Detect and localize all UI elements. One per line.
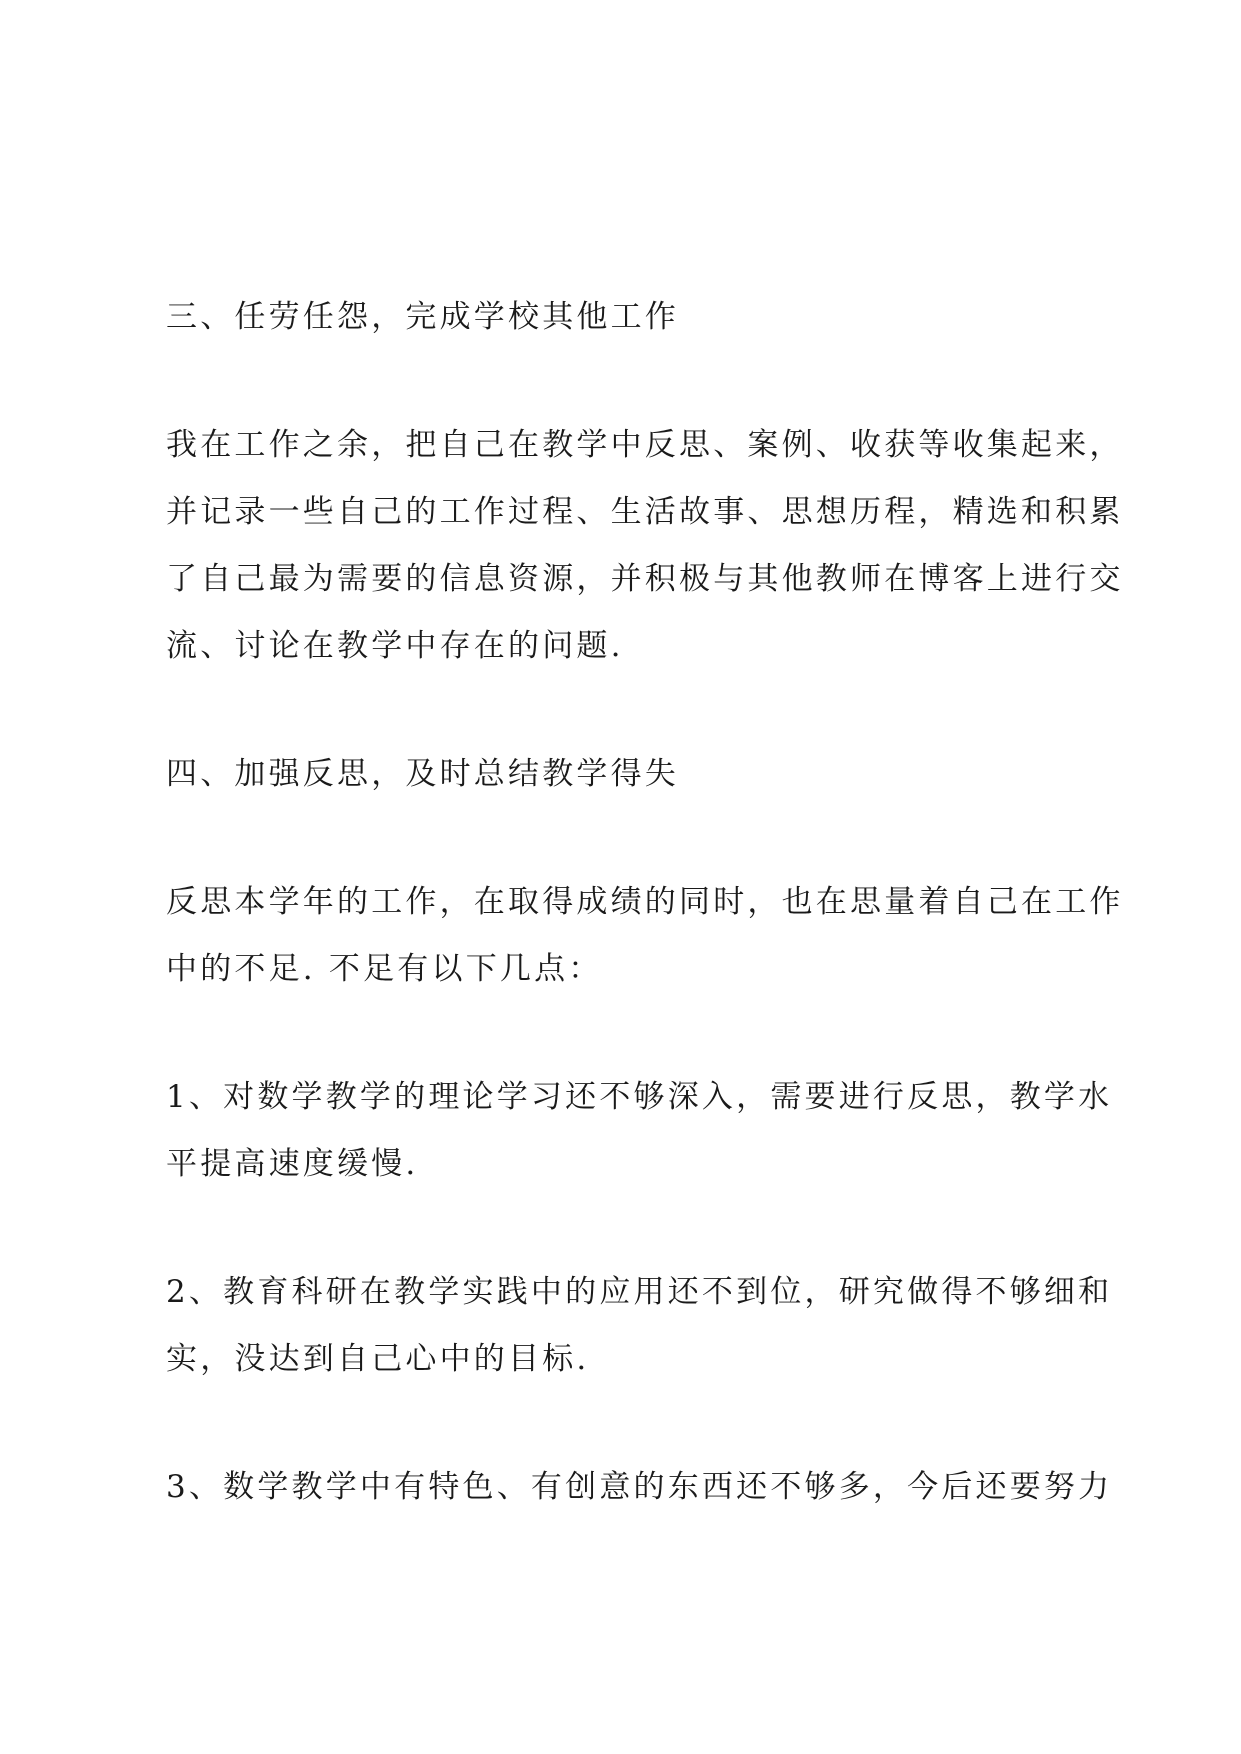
paragraph-line: 流、讨论在教学中存在的问题. xyxy=(166,628,624,664)
list-item-1-line: 1、对数学教学的理论学习还不够深入，需要进行反思，教学水 xyxy=(166,1079,1113,1115)
paragraph-line: 了自己最为需要的信息资源，并积极与其他教师在博客上进行交 xyxy=(166,561,1124,597)
list-item-3-line: 3、数学教学中有特色、有创意的东西还不够多，今后还要努力 xyxy=(166,1469,1113,1505)
paragraph-line: 中的不足. 不足有以下几点： xyxy=(166,951,603,987)
list-item-2-line: 实，没达到自己心中的目标. xyxy=(166,1341,590,1377)
section-heading-4: 四、加强反思，及时总结教学得失 xyxy=(166,756,679,792)
paragraph-line: 反思本学年的工作，在取得成绩的同时，也在思量着自己在工作 xyxy=(166,884,1124,920)
paragraph-line: 并记录一些自己的工作过程、生活故事、思想历程，精选和积累 xyxy=(166,494,1124,530)
list-item-1-line: 平提高速度缓慢. xyxy=(166,1146,419,1182)
section-heading-3: 三、任劳任怨，完成学校其他工作 xyxy=(166,299,679,335)
list-item-2-line: 2、教育科研在教学实践中的应用还不到位，研究做得不够细和 xyxy=(166,1274,1113,1310)
paragraph-line: 我在工作之余，把自己在教学中反思、案例、收获等收集起来， xyxy=(166,427,1124,463)
